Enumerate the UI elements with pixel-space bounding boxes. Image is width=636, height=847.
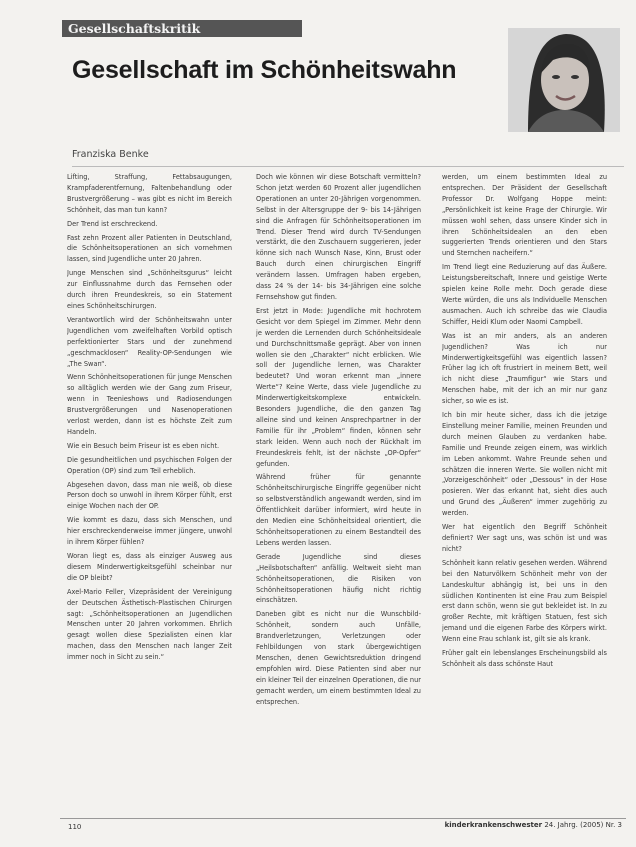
paragraph: Axel-Mario Feller, Vizepräsident der Vereinigung der Deutschen Ästhetisch-Plastischen Chirurgen sagt: „Schönheitsoperationen an Jugendlichen Menschen unter 20 Jahren vorkommen. Ehrlich gesagt wollen diese Spezialisten einen klar machen, dass den Menschen nach langer Zeit immer noch in Sicht zu sein.“ [67,587,232,662]
paragraph: Fast zehn Prozent aller Patienten in Deutschland, die Schönheitsoperationen an sich vornehmen lassen, sind Jugendliche unter 20 Jahren. [67,233,232,264]
paragraph: werden, um einem bestimmten Ideal zu entsprechen. Der Präsident der Gesellschaft Professor Dr. Wolfgang Hoppe meint: „Persönlichkeit ist keine Frage der Chirurgie. Wir müssen wohl sehen, dass unsere Kinder sich in ihren Schönheitsidealen an den eben suggerierten Trends orientieren und den Stars und Sternchen nacheifern.“ [442,173,607,258]
text-column-3 [442,172,607,812]
paragraph: Ich bin mir heute sicher, dass ich die jetzige Einstellung meiner Familie, meinen Freunden und durch meinen Glauben zu verdanken habe. Familie und Freunde zeigen einem, was wirklich im Leben ankommt. Wahre Freunde sehen und schätzen die inneren Werte. Sie wollen nicht mit „Vorzeigeschönheit“ oder „Dessous“ in der Hose posieren. Wer das erkannt hat, sieht dies auch und Grund des „Äußeren“ immer zugehörig zu werden. [442,411,607,518]
paragraph: Was ist an mir anders, als an anderen Jugendlichen? Was ich nur Minderwertigkeitsgefühl was eigentlich lassen? Früher lag ich oft frustriert in meinem Bett, weil ich nicht diese „Traumfigur“ wie Stars und Menschen habe, mit der ich an mir nur ganz sicher, so wie es ist. [442,331,607,406]
paragraph: Wie ein Besuch beim Friseur ist es eben nicht. [67,441,220,450]
divider [72,166,624,167]
paragraph: Wie kommt es dazu, dass sich Menschen, und hier erschreckenderweise immer jüngere, unwohl in ihrem Körper fühlen? [67,516,232,547]
paragraph: Abgesehen davon, dass man nie weiß, ob diese Person doch so unwohl in ihrem Körper fühlt, erst einige Wochen nach der OP. [67,480,232,511]
paragraph: Gerade Jugendliche sind dieses „Heilsbotschaften“ anfällig. Weltweit sieht man Schönheitsoperationen, die Risiken von Schönheitsoperationen häufig nicht richtig einschätzen. [256,552,421,605]
author-portrait [508,28,620,132]
paragraph: Früher galt ein lebenslanges Erscheinungsbild als Schönheit als dass schönste Haut [442,649,607,668]
paragraph: Während früher für genannte Schönheitschirurgische Eingriffe gegenüber nicht so selbstverständlich angewandt werden, sind im Öffentlichkeit darüber informiert, wird heute in den Medien eine Schönheitsideal orientiert, die Schönheitsoperationen zu einem Bestandteil des Lebens werden lassen. [256,473,421,547]
journal-name: kinderkrankenschwester [444,821,543,829]
paragraph: Wenn Schönheitsoperationen für junge Menschen so alltäglich werden wie der Gang zum Friseur, wenn in Teenieshows und Radiosendungen Brustvergrößerungen und Nasenoperationen verlost werden, dann ist es höchste Zeit zum Handeln. [67,373,232,436]
paragraph: Wer hat eigentlich den Begriff Schönheit definiert? Wer sagt uns, was schön ist und was nicht? [442,523,607,553]
paragraph: Erst jetzt in Mode: Jugendliche mit hochrotem Gesicht vor dem Spiegel im Zimmer. Mehr denn je werden die Lernenden durch Schönheitsideale und Durchschnittsmaße geprägt. Aber von innen wollen sie den „Charakter“ nicht erblicken. Wie soll der Jugendliche lernen, was Charakter bedeutet? Und woran erkennt man „innere Werte“? Keine Werte, dass viele Jugendliche zu Minderwertigkeitskomplexe entwickeln. Besonders Jugendliche, die den ganzen Tag alleine sind und keinen Ansprechpartner in der Familie für ihr „Problem“ finden, können sehr stark leiden. Wenn auch noch der Rückhalt im Freundeskreis fehlt, ist der nächste „OP-Opfer“ gefunden. [256,306,421,468]
section-rubric: Gesellschaftskritik [62,20,302,37]
paragraph: Doch wie können wir diese Botschaft vermitteln? Schon jetzt werden 60 Prozent aller jugendlichen Operationen an unter 20-Jährigen vorgenommen. Selbst in der Altersgruppe der 9- bis 14-Jährigen sind die Anfragen für Schönheitsoperationen im Trend. Dieser Trend wird durch TV-Sendungen verstärkt, die den Zuschauern suggerieren, jeder könne sich nach Wunsch Nase, Kinn, Brust oder Bauch durch einen chirurgischen Eingriff verändern lassen. Umfragen haben ergeben, dass 24 % der 14- bis 34-Jährigen eine solche Fernsehshow gut finden. [256,173,421,301]
text-column-1 [67,172,232,812]
paragraph: Lifting, Straffung, Fettabsaugungen, Krampfaderentfernung, Faltenbehandlung oder Brustvergrößerung – was gibt es nicht im Bereich Schönheit, das man tun kann? [67,173,232,214]
paragraph: Die gesundheitlichen und psychischen Folgen der Operation (OP) sind zum Teil erheblich. [67,455,232,475]
paragraph: Junge Menschen sind „Schönheitsgurus“ leicht zur Einflussnahme durch das Fernsehen oder durch ihren Freundeskreis, so ein Statement eines Schönheitschirurgen. [67,269,232,310]
paragraph: Schönheit kann relativ gesehen werden. Während bei den Naturvölkern Schönheit mehr von der Landeskultur abhängig ist, bei uns in den südlichen Kontinenten ist eine Frau zum Beispiel erst dann schön, wenn sie gut bekleidet ist. In zu großer Rechte, mit kräftigen Statuen, fest sich jemand und die eigenen Farbe des Körpers wirkt. Wenn eine Frau schlank ist, gilt sie als krank. [442,558,607,644]
journal-issue: 24. Jahrg. (2005) Nr. 3 [544,821,622,829]
paragraph: Daneben gibt es nicht nur die Wunschbild-Schönheit, sondern auch Unfälle, Brandverletzungen, Verletzungen oder Fehlbildungen von stark übergewichtigen Menschen, denen Gewichtsreduktion dringend empfohlen wird. Diese Patienten sind aber nur ein kleiner Teil der einzelnen Operationen, die nur gemacht werden, um einem bestimmten Ideal zu entsprechen. [256,610,421,706]
paragraph: Im Trend liegt eine Reduzierung auf das Äußere. Leistungsbereitschaft, Innere und geistige Werte spielen keine Rolle mehr. Doch gerade diese Werte würden, die uns als Individuelle Menschen ausmachen. Auch ich schreibe das wie Claudia Schiffer, Heidi Klum oder Naomi Campbell. [442,263,607,326]
journal-footer [445,821,622,829]
page-number: 110 [68,823,82,831]
paragraph: Der Trend ist erschreckend. [67,219,158,228]
footer-divider [60,818,626,819]
article-title: Gesellschaft im Schönheitswahn [72,56,457,84]
text-column-2 [256,172,421,812]
paragraph: Woran liegt es, dass als einziger Ausweg aus diesem Minderwertigkeitsgefühl scheinbar nur die OP bleibt? [67,552,232,582]
paragraph: Verantwortlich wird der Schönheitswahn unter Jugendlichen vom zweifelhaften Vorbild optisch perfektionierter Stars und der zunehmend „geschmacklosen“ Reality-OP-Sendungen wie „The Swan“. [67,315,232,368]
author-name: Franziska Benke [72,149,149,160]
